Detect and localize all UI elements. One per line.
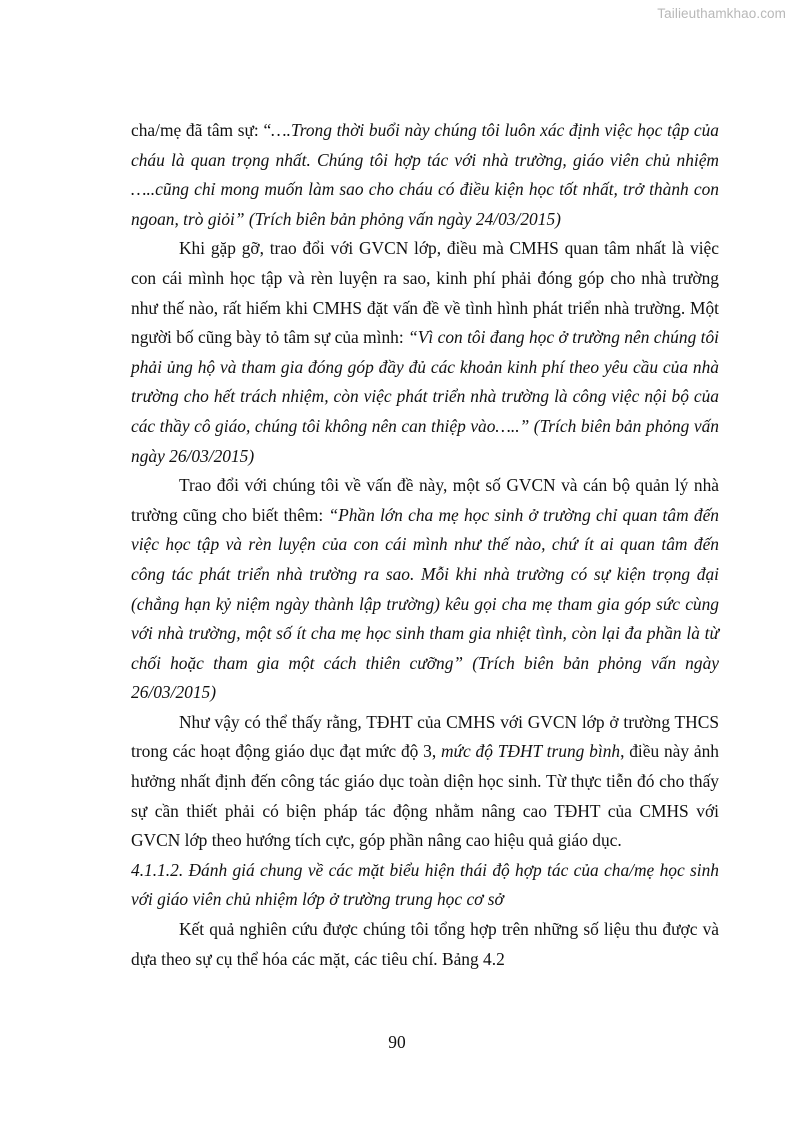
closing-paragraph: Kết quả nghiên cứu được chúng tôi tổng hợp trên những số liệu thu được và dựa theo sự cụ thể hóa các mặt, các tiêu chí. Bảng 4.2: [131, 919, 719, 969]
page-number: 90: [388, 1032, 406, 1052]
watermark: Tailieuthamkhao.com: [657, 6, 786, 21]
section-heading: [131, 856, 719, 915]
document-body: [131, 116, 719, 974]
paragraph-4-lead: Như vậy có thể thấy rằng, TĐHT của CMHS với GVCN lớp ở trường THCS trong các hoạt động giáo dục đạt mức độ 3,: [131, 711, 719, 762]
paragraph-3: [131, 471, 719, 708]
paragraph-4: [131, 708, 719, 856]
paragraph-3-quote: “Phần lớn cha mẹ học sinh ở trường chỉ quan tâm đến việc học tập và rèn luyện của con cái mình như thế nào, chứ ít ai quan tâm đến công tác phát triển nhà trường ra sao. Mỗi khi nhà trường có sự kiện trọng đại (chẳng hạn kỷ niệm ngày thành lập trường) kêu gọi cha mẹ tham gia góp sức cùng với nhà trường, một số ít cha mẹ học sinh tham gia nhiệt tình, còn lại đa phần là từ chối hoặc tham gia một cách thiên cưỡng” (Trích biên bản phỏng vấn ngày 26/03/2015): [131, 504, 719, 703]
paragraph-2-lead: Khi gặp gỡ, trao đổi với GVCN lớp, điều mà CMHS quan tâm nhất là việc con cái mình học tập và rèn luyện ra sao, kinh phí phải đóng góp cho nhà trường như thế nào, rất hiếm khi CMHS đặt vấn đề về tình hình phát triển nhà trường. Một người bố cũng bày tỏ tâm sự của mình:: [131, 238, 719, 348]
paragraph-3-lead: Trao đổi với chúng tôi về vấn đề này, một số GVCN và cán bộ quản lý nhà trường cũng cho biết thêm:: [131, 475, 719, 525]
paragraph-4-emphasis: mức độ TĐHT trung bình: [440, 741, 621, 762]
paragraph-2-quote: “Vì con tôi đang học ở trường nên chúng tôi phải ủng hộ và tham gia đóng góp đầy đủ các khoản kinh phí theo yêu cầu của nhà trường cho hết trách nhiệm, còn việc phát triển nhà trường là công việc nội bộ của các thầy cô giáo, chúng tôi không nên can thiệp vào…..” (Trích biên bản phỏng vấn ngày 26/03/2015): [131, 327, 720, 466]
paragraph-4-tail: , điều này ảnh hưởng nhất định đến công tác giáo dục toàn diện học sinh. Từ thực tiễn đó cho thấy sự cần thiết phải có biện pháp tác động nhằm nâng cao TĐHT của CMHS với GVCN lớp theo hướng tích cực, góp phần nâng cao hiệu quả giáo dục.: [131, 741, 719, 851]
paragraph-1-lead: cha/mẹ đã tâm sự: “: [131, 120, 272, 140]
paragraph-1: [131, 116, 719, 234]
section-heading-text: 4.1.1.2. Đánh giá chung về các mặt biểu hiện thái độ hợp tác của cha/mẹ học sinh với giáo viên chủ nhiệm lớp ở trường trung học cơ sở: [131, 859, 719, 910]
paragraph-2: [131, 234, 719, 471]
paragraph-1-quote: ….Trong thời buổi này chúng tôi luôn xác định việc học tập của cháu là quan trọng nhất. Chúng tôi hợp tác với nhà trường, giáo viên chủ nhiệm …..cũng chỉ mong muốn làm sao cho cháu có điều kiện học tốt nhất, trở thành con ngoan, trò giỏi” (Trích biên bản phỏng vấn ngày 24/03/2015): [131, 120, 719, 229]
